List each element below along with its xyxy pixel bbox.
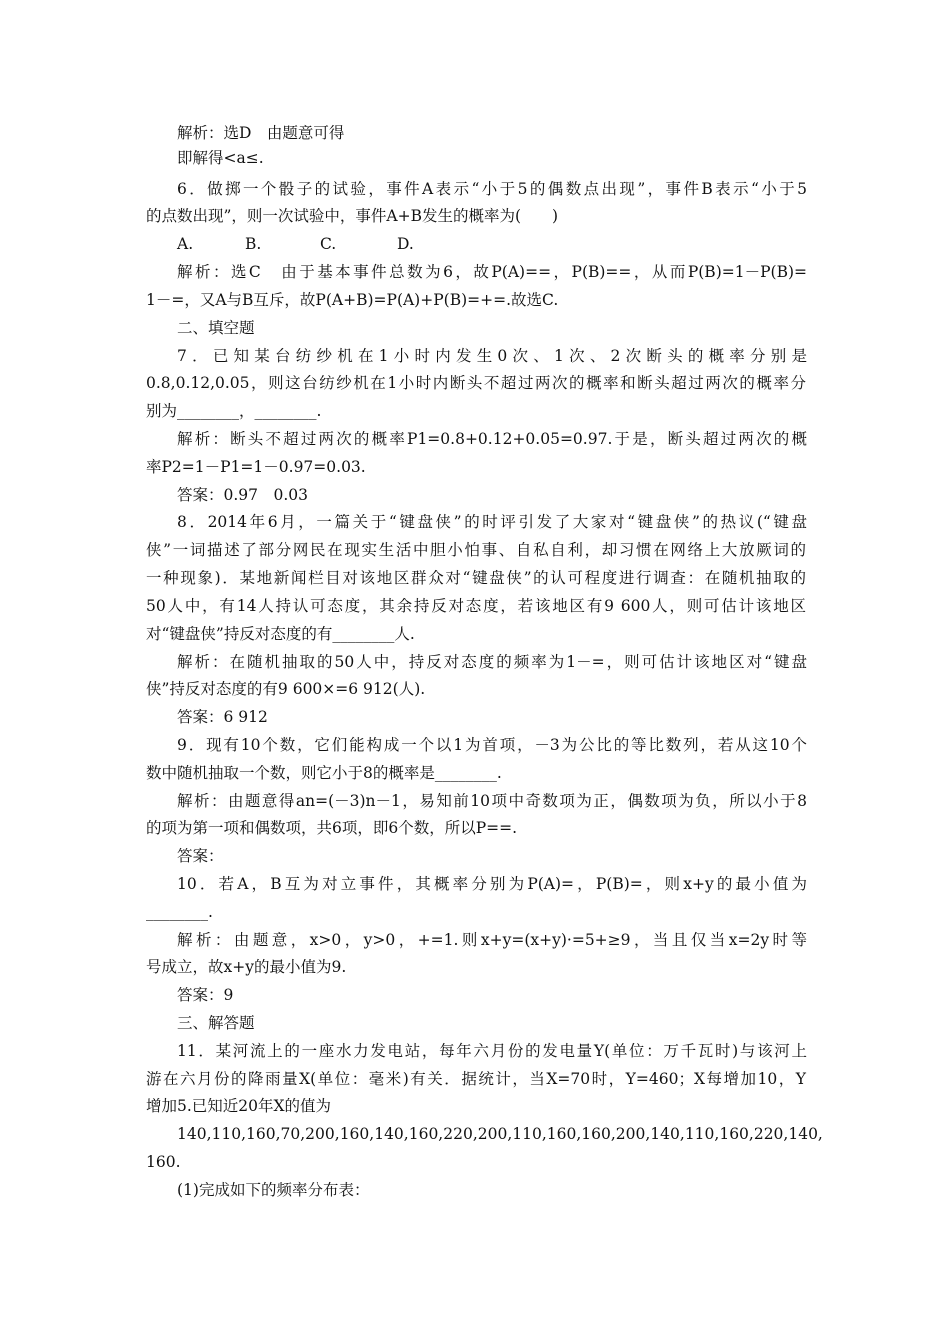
answer-line: 答案： xyxy=(177,847,224,865)
option-a: A. xyxy=(177,235,194,253)
option-c: C. xyxy=(320,235,337,253)
text-line: 6．做掷一个骰子的试验，事件A表示“小于5的偶数点出现”，事件B表示“小于5 xyxy=(177,180,807,198)
text-line: 解析：选C 由于基本事件总数为6，故P(A)==，P(B)==，从而P(B)=1－P(B)= xyxy=(177,263,807,281)
text-line: 别为________，________. xyxy=(146,402,322,420)
text-line: 解析：由题意得an=(－3)n－1，易知前10项中奇数项为正，偶数项为负，所以小于8 xyxy=(177,792,807,810)
text-line: 的项为第一项和偶数项，共6项，即6个数，所以P==. xyxy=(146,819,518,837)
text-line: 140,110,160,70,200,160,140,160,220,200,110,160,160,200,140,110,160,220,140, xyxy=(177,1125,823,1143)
text-line: 号成立，故x+y的最小值为9. xyxy=(146,958,347,976)
text-line: 率P2=1－P1=1－0.97=0.03. xyxy=(146,458,366,476)
text-line: 数中随机抽取一个数，则它小于8的概率是________. xyxy=(146,764,502,782)
text-line: 解析：选D 由题意可得 xyxy=(177,124,345,142)
text-line: 50人中，有14人持认可态度，其余持反对态度，若该地区有9 600人，则可估计该地区 xyxy=(146,597,806,615)
answer-line: 答案：6 912 xyxy=(177,708,268,726)
text-line: 11．某河流上的一座水力发电站，每年六月份的发电量Y(单位：万千瓦时)与该河上 xyxy=(177,1042,807,1060)
text-line: 1－=，又A与B互斥，故P(A+B)=P(A)+P(B)=+=.故选C. xyxy=(146,291,559,309)
answer-line: 答案：9 xyxy=(177,986,234,1004)
text-line: 增加5.已知近20年X的值为 xyxy=(146,1097,332,1115)
option-d: D. xyxy=(397,235,414,253)
text-line: 侠”持反对态度的有9 600×=6 912(人). xyxy=(146,680,426,698)
text-line: 解析：在随机抽取的50人中，持反对态度的频率为1－=，则可估计该地区对“键盘 xyxy=(177,653,807,671)
text-line: 对“键盘侠”持反对态度的有________人. xyxy=(146,625,415,643)
text-line: 即解得<a≤. xyxy=(177,149,264,167)
text-line: 0.8,0.12,0.05，则这台纺纱机在1小时内断头不超过两次的概率和断头超过两次的概率分 xyxy=(146,374,806,392)
answer-options xyxy=(177,233,414,255)
answer-line: 答案：0.97 0.03 xyxy=(177,486,309,504)
text-line: ________. xyxy=(146,903,213,921)
text-line: 8．2014年6月，一篇关于“键盘侠”的时评引发了大家对“键盘侠”的热议(“键盘 xyxy=(177,513,807,531)
text-line: 解析：由题意，x>0，y>0，+=1.则x+y=(x+y)·=5+≥9，当且仅当x=2y时等 xyxy=(177,931,807,949)
text-line: (1)完成如下的频率分布表： xyxy=(177,1181,370,1199)
text-line: 10．若A，B互为对立事件，其概率分别为P(A)=，P(B)=，则x+y的最小值为 xyxy=(177,875,807,893)
section-heading: 二、填空题 xyxy=(177,319,255,337)
text-line: 9．现有10个数，它们能构成一个以1为首项，－3为公比的等比数列，若从这10个 xyxy=(177,736,807,754)
text-line: 侠”一词描述了部分网民在现实生活中胆小怕事、自私自利，却习惯在网络上大放厥词的 xyxy=(146,541,806,559)
text-line: 的点数出现”，则一次试验中，事件A+B发生的概率为( ) xyxy=(146,207,559,225)
section-heading: 三、解答题 xyxy=(177,1014,255,1032)
text-line: 一种现象)．某地新闻栏目对该地区群众对“键盘侠”的认可程度进行调查：在随机抽取的 xyxy=(146,569,806,587)
text-line: 解析：断头不超过两次的概率P1=0.8+0.12+0.05=0.97.于是，断头超过两次的概 xyxy=(177,430,807,448)
option-b: B. xyxy=(245,235,262,253)
text-line: 游在六月份的降雨量X(单位：毫米)有关．据统计，当X=70时，Y=460；X每增加10，Y xyxy=(146,1070,806,1088)
text-line: 7．已知某台纺纱机在1小时内发生0次、1次、2次断头的概率分别是 xyxy=(177,347,807,365)
text-line: 160. xyxy=(146,1153,181,1171)
